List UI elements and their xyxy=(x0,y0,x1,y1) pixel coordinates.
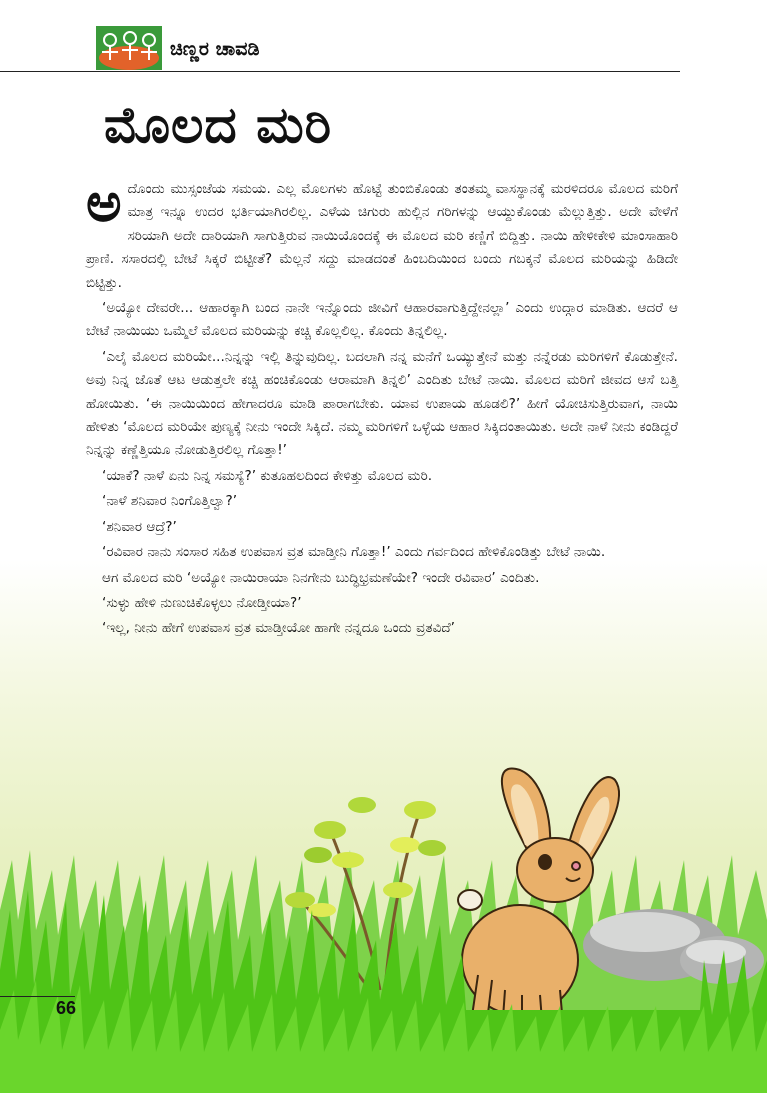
story-body xyxy=(86,171,678,643)
paragraph-7: ‘ರವಿವಾರ ನಾನು ಸಂಸಾರ ಸಹಿತ ಉಪವಾಸ ವ್ರತ ಮಾಡ್ತೀನಿ ಗೊತ್ತಾ!’ ಎಂದು ಗರ್ವದಿಂದ ಹೇಳಿಕೊಂಡಿತ್ತು ಬೇಟೆ ನಾಯಿ. xyxy=(102,544,606,561)
paragraph-3: ‘ಎಲೈ ಮೊಲದ ಮರಿಯೇ...ನಿನ್ನನ್ನು ಇಲ್ಲಿ ತಿನ್ನುವುದಿಲ್ಲ. ಬದಲಾಗಿ ನನ್ನ ಮನೆಗೆ ಒಯ್ಯುತ್ತೇನೆ ಮತ್ತು ನನ್ನೆರಡು ಮರಿಗಳಿಗೆ ಕೊಡುತ್ತೇನೆ. ಅವು ನಿನ್ನ ಜೊತೆ ಆಟ ಆಡುತ್ತಲೇ ಕಚ್ಚಿ ಹಂಚಿಕೊಂಡು ಆರಾಮಾಗಿ ತಿನ್ನಲಿ’ ಎಂದಿತು ಬೇಟೆ ನಾಯಿ. ಮೊಲದ ಮರಿಗೆ ಜೀವದ ಆಸೆ ಬತ್ತಿ ಹೋಯಿತು. ‘ಈ ನಾಯಿಯಿಂದ ಹೇಗಾದರೂ ಮಾಡಿ ಪಾರಾಗಬೇಕು. ಯಾವ ಉಪಾಯ ಹೂಡಲಿ?’ ಹೀಗೆ ಯೋಚಿಸುತ್ತಿರುವಾಗ, ನಾಯಿ ಹೇಳಿತು ‘ಮೊಲದ ಮರಿಯೇ ಪುಣ್ಯಕ್ಕೆ ನೀನು ಇಂದೇ ಸಿಕ್ಕಿದೆ. ನಮ್ಮ ಮರಿಗಳಿಗೆ ಒಳ್ಳೆಯ ಆಹಾರ ಸಿಕ್ಕಿದಂತಾಯಿತು. ಅದೇ ನಾಳೆ ನೀನು ಕಂಡಿದ್ದರೆ ನಿನ್ನನ್ನು ಕಣ್ಣೆತ್ತಿಯೂ ನೋಡುತ್ತಿರಲಿಲ್ಲ ಗೊತ್ತಾ!’ xyxy=(86,348,678,459)
paragraph-2: ‘ಅಯ್ಯೋ ದೇವರೇ... ಆಹಾರಕ್ಕಾಗಿ ಬಂದ ನಾನೇ ಇನ್ನೊಂದು ಜೀವಿಗೆ ಆಹಾರವಾಗುತ್ತಿದ್ದೇನಲ್ಲಾ’ ಎಂದು ಉದ್ಗಾರ ಮಾಡಿತು. ಆದರೆ ಆ ಬೇಟೆ ನಾಯಿಯು ಒಮ್ಮೆಲೆ ಮೊಲದ ಮರಿಯನ್ನು ಕಚ್ಚಿ ಕೊಲ್ಲಲಿಲ್ಲ. ಕೊಂದು ತಿನ್ನಲಿಲ್ಲ. xyxy=(86,300,678,340)
paragraph-1: ಅದೊಂದು ಮುಸ್ಸಂಜೆಯ ಸಮಯ. ಎಲ್ಲ ಮೊಲಗಳು ಹೊಟ್ಟೆ ತುಂಬಿಕೊಂಡು ತಂತಮ್ಮ ವಾಸಸ್ಥಾನಕ್ಕೆ ಮರಳಿದರೂ ಮೊಲದ ಮರಿಗೆ ಮಾತ್ರ ಇನ್ನೂ ಉದರ ಭರ್ತಿಯಾಗಿರಲಿಲ್ಲ. ಎಳೆಯ ಚಿಗುರು ಹುಲ್ಲಿನ ಗರಿಗಳನ್ನು ಆಯ್ದುಕೊಂಡು ಮೆಲ್ಲುತ್ತಿತ್ತು. ಅದೇ ವೇಳೆಗೆ ಸರಿಯಾಗಿ ಅದೇ ದಾರಿಯಾಗಿ ಸಾಗುತ್ತಿರುವ ನಾಯಿಯೊಂದಕ್ಕೆ ಈ ಮೊಲದ ಮರಿ ಕಣ್ಣಿಗೆ ಬಿದ್ದಿತ್ತು. ನಾಯಿ ಹೇಳೀಕೇಳಿ ಮಾಂಸಾಹಾರಿ ಪ್ರಾಣಿ. ಸಸಾರದಲ್ಲಿ ಬೇಟೆ ಸಿಕ್ಕರೆ ಬಿಟ್ಟೀತೆ? ಮೆಲ್ಲನೆ ಸದ್ದು ಮಾಡದಂತೆ ಹಿಂಬದಿಯಿಂದ ಬಂದು ಗಬಕ್ಕನೆ ಮೊಲದ ಮರಿಯನ್ನು ಹಿಡಿದೇ ಬಿಟ್ಟಿತ್ತು. xyxy=(86,171,678,291)
page-number: 66 xyxy=(56,998,77,1018)
drop-cap: ಅ xyxy=(86,171,122,234)
paragraph-9: ‘ಸುಳ್ಳು ಹೇಳಿ ನುಣುಚಿಕೊಳ್ಳಲು ನೋಡ್ತೀಯಾ?’ xyxy=(102,594,302,611)
paragraph-8: ಆಗ ಮೊಲದ ಮರಿ ‘ಅಯ್ಯೋ ನಾಯಿರಾಯಾ ನಿನಗೇನು ಬುದ್ಧಿಭ್ರಮಣೆಯೇ? ಇಂದೇ ರವಿವಾರ’ ಎಂದಿತು. xyxy=(102,569,540,586)
paragraph-6: ‘ಶನಿವಾರ ಆದ್ರೆ?’ xyxy=(102,518,177,535)
section-title: ಚಿಣ್ಣರ ಚಾವಡಿ xyxy=(170,38,260,60)
meadow-illustration xyxy=(0,760,767,1093)
story-title: ಮೊಲದ ಮರಿ xyxy=(104,96,333,154)
footer-divider xyxy=(0,996,75,997)
paragraph-4: ‘ಯಾಕೆ? ನಾಳೆ ಏನು ನಿನ್ನ ಸಮಸ್ಯೆ?’ ಕುತೂಹಲದಿಂದ ಕೇಳಿತ್ತು ಮೊಲದ ಮರಿ. xyxy=(102,467,433,484)
paragraph-5: ‘ನಾಳೆ ಶನಿವಾರ ನಿಂಗೊತ್ತಿಲ್ವಾ?’ xyxy=(102,493,238,510)
children-playing-logo-icon xyxy=(96,26,162,70)
paragraph-10: ‘ಇಲ್ಲ, ನೀನು ಹೇಗೆ ಉಪವಾಸ ವ್ರತ ಮಾಡ್ತೀಯೋ ಹಾಗೇ ನನ್ನದೂ ಒಂದು ವ್ರತವಿದೆ’ xyxy=(102,620,456,637)
header-divider xyxy=(0,71,680,72)
